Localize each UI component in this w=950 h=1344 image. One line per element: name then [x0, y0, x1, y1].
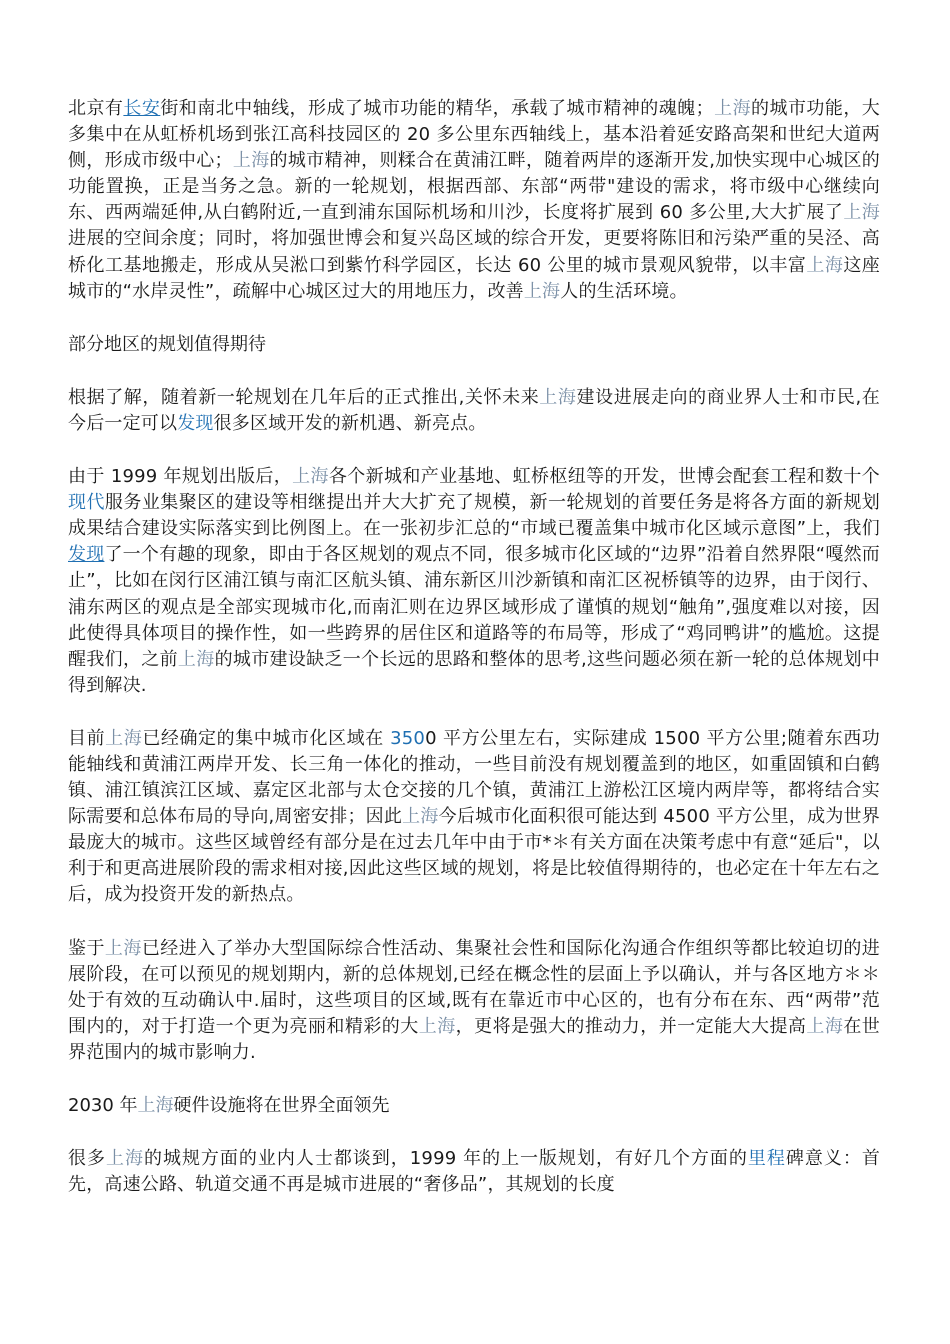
keyword-shanghai: 上海 [523, 280, 561, 302]
keyword-shanghai: 上海 [105, 1148, 144, 1170]
text-run: 在世界范围内的城市影响力. [68, 1015, 880, 1063]
text-run: 建设进展走向的商业界人士和市民,在今后一定可以 [68, 386, 881, 434]
text-run: 很多区域开发的新机遇、新亮点。 [213, 412, 487, 434]
section-heading-planning-expectations [68, 332, 880, 358]
text-run: 这座城市的“水岸灵性”，疏解中心城区过大的用地压力，改善 [68, 254, 881, 302]
inline-link[interactable]: 发现 [68, 544, 105, 566]
keyword-shanghai: 上海 [806, 1015, 844, 1037]
text-run: 碑意义：首先，高速公路、轨道交通不再是城市进展的“奢侈品”，其规划的长度 [68, 1148, 881, 1196]
text-run: 根据了解，随着新一轮规划在几年后的正式推出,关怀未来 [68, 386, 540, 408]
text-run: 北京有 [68, 98, 124, 119]
keyword-shanghai: 上海 [177, 648, 215, 670]
inline-link[interactable]: 里程 [747, 1148, 786, 1170]
text-run: 2030 年 [68, 1095, 138, 1116]
text-run: 硬件设施将在世界全面领先 [173, 1095, 390, 1116]
keyword-shanghai: 上海 [806, 254, 844, 276]
text-run: 了一个有趣的现象，即由于各区规划的观点不同，很多城市化区域的“边界”沿着自然界限“嘎然而止”，比如在闵行区浦江镇与南汇区航头镇、浦东新区川沙新镇和南汇区祝桥镇等的边界，由于闵行、浦东两区的观点是全部实现城市化,而南汇则在边界区域形成了谨慎的规划“触角”,强度难以对接，因此使得具体项目的操作性，如一些跨界的居住区和道路等的布局等，形成了“鸡同鸭讲”的尴尬。这提醒我们，之前 [68, 544, 880, 670]
keyword-shanghai: 上海 [713, 98, 752, 119]
text-run: 各个新城和产业基地、虹桥枢纽等的开发，世博会配套工程和数十个 [328, 466, 880, 488]
inline-link[interactable]: 发现 [177, 412, 214, 434]
keyword-shanghai: 上海 [418, 1015, 456, 1037]
text-run: 今后城市化面积很可能达到 4500 平方公里，成为世界最庞大的城市。这些区域曾经有部分是在过去几年中由于市*＊有关方面在决策考虑中有意“延后"，以利于和更高进展阶段的需求相对接,因此这些区域的规划，将是比较值得期待的，也必定在十年左右之后，成为投资开发的新热点。 [68, 806, 880, 906]
text-run: 的城市建设缺乏一个长远的思路和整体的思考,这些问题必须在新一轮的总体规划中得到解决. [68, 648, 880, 696]
paragraph-milestones [68, 1146, 880, 1198]
keyword-shanghai: 上海 [539, 386, 577, 408]
paragraph-central-axis [68, 96, 880, 305]
text-run: 的城市精神，则糅合在黄浦江畔，随着两岸的逐渐开发,加快实现中心城区的功能置换，正是当务之急。新的一轮规划，根据西部、东部“两带"建设的需求，将市级中心继续向东、西两端延伸,从白鹤附近,一直到浦东国际机场和川沙，长度将扩展到 60 多公里,大大扩展了 [68, 150, 880, 224]
text-run: ，更将是强大的推动力，并一定能大大提高 [455, 1015, 807, 1037]
keyword-shanghai: 上海 [137, 1095, 174, 1116]
paragraph-urbanization-area [68, 726, 880, 909]
text-run: 已经进入了举办大型国际综合性活动、集聚社会性和国际化沟通合作组织等都比较迫切的进展阶段，在可以预见的规划期内，新的总体规划,已经在概念性的层面上予以确认，并与各区地方＊＊处于有效的互动确认中.届时，这些项目的区域,既有在靠近市中心区的，也有分布在东、西“两带”范围内的，对于打造一个更为亮丽和精彩的大 [68, 937, 880, 1037]
keyword-shanghai: 上海 [843, 202, 880, 224]
text-run: 鉴于 [68, 937, 105, 959]
keyword-shanghai: 上海 [292, 466, 329, 488]
text-run: 人的生活环境。 [560, 280, 688, 302]
paragraph-international-events [68, 936, 880, 1066]
keyword-shanghai: 上海 [104, 937, 142, 959]
paragraph-new-opportunities [68, 385, 880, 437]
inline-link[interactable]: 长安 [123, 98, 161, 119]
text-run: 的城市功能，大多集中在从虹桥机场到张江高科技园区的 20 多公里东西轴线上，基本沿着延安路高架和世纪大道两侧，形成市级中心； [68, 98, 880, 172]
text-run: 街和南北中轴线，形成了城市功能的精华，承载了城市精神的魂魄； [160, 98, 714, 119]
text-run: 由于 1999 年规划出版后， [68, 466, 293, 488]
inline-link[interactable]: 现代 [68, 492, 105, 514]
text-run: 已经确定的集中城市化区域在 [142, 727, 391, 749]
text-run: 部分地区的规划值得期待 [68, 333, 266, 355]
text-run: 0 平方公里左右，实际建成 1500 平方公里;随着东西功能轴线和黄浦江两岸开发、长三角一体化的推动，一些目前没有规划覆盖到的地区，如重固镇和白鹤镇、浦江镇滨江区域、嘉定区北部与太仓交接的几个镇，黄浦江上游松江区境内两岸等，都将结合实际需要和总体布局的导向,周密安排；因此 [68, 727, 880, 828]
paragraph-1999-plan-boundaries [68, 464, 880, 699]
text-run: 服务业集聚区的建设等相继提出并大大扩充了规模，新一轮规划的首要任务是将各方面的新规划成果结合建设实际落实到比例图上。在一张初步汇总的“市域已覆盖集中城市化区域示意图”上，我们 [68, 492, 880, 540]
keyword-shanghai: 上海 [402, 806, 439, 828]
text-run: 的城规方面的业内人士都谈到，1999 年的上一版规划，有好几个方面的 [143, 1148, 748, 1170]
text-run: 很多 [68, 1148, 106, 1170]
keyword-shanghai: 上海 [232, 150, 270, 172]
keyword-shanghai: 上海 [105, 727, 143, 749]
text-run: 进展的空间余度；同时，将加强世博会和复兴岛区域的综合开发，更要将陈旧和污染严重的吴泾、高桥化工基地搬走，形成从吴淞口到紫竹科学园区，长达 60 公里的城市景观风貌带，以丰富 [68, 228, 880, 276]
section-heading-2030-infrastructure [68, 1093, 880, 1119]
text-run: 目前 [68, 727, 106, 749]
highlighted-number: 350 [390, 727, 426, 749]
